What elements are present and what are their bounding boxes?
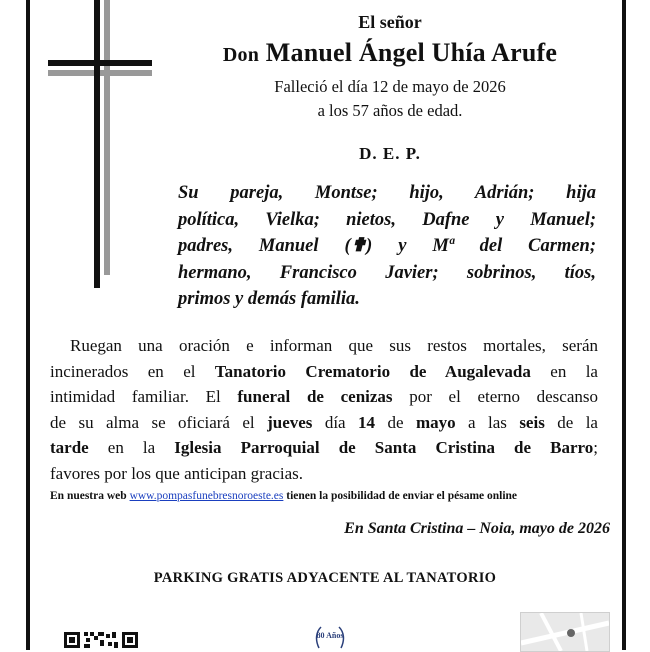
crematorium-name: Tanatorio Crematorio de Augalevada [214,361,531,381]
church-name: Iglesia Parroquial de Santa Cristina de Barro [174,438,594,457]
title-honorific: El señor [358,12,422,32]
family-line: primos y demás familia. [178,289,360,309]
qr-code-icon [64,630,142,650]
deceased-name [170,38,610,68]
location-map [520,612,610,652]
body-line: Ruegan una oración e informan que sus restos mortales, serán [70,336,598,355]
family-line: política, Vielka; nietos, Dafne y Manuel; [178,209,596,230]
funeral-type: funeral de cenizas [237,387,393,406]
badge-label: 80 Años [316,631,344,640]
dep-line: D. E. P. [359,144,421,163]
body-line: incinerados en el Tanatorio Crematorio de Augalevada en la [50,361,598,381]
death-date: Falleció el día 12 de mayo de 2026 [274,77,506,96]
web-condolence-note: En nuestra web www.pompasfunebresnoroeste.es tienen la posibilidad de enviar el pésame online [50,490,518,502]
body-line: de su alma se oficiará el jueves día 14 de mayo a las seis de la [50,412,598,432]
family-line: padres, Manuel (✟) y Mª del Carmen; [178,236,596,256]
body-line: favores por los que anticipan gracias. [50,463,304,483]
place-date: En Santa Cristina – Noia, mayo de 2026 [344,520,610,537]
family-line: Su pareja, Montse; hijo, Adrián; hija [178,183,596,203]
age-line: a los 57 años de edad. [317,101,463,120]
right-border-line [622,0,626,650]
family-list [178,180,596,313]
website-link[interactable]: www.pompasfunebresnoroeste.es [129,490,284,502]
body-line: intimidad familiar. El funeral de cenizas por el eterno descanso [50,387,598,406]
parking-notice: PARKING GRATIS ADYACENTE AL TANATORIO [153,570,497,586]
announcement-body [50,333,598,486]
map-pin-icon [521,613,609,651]
anniversary-badge-icon [313,624,347,650]
body-line: tarde en la Iglesia Parroquial de Santa Cristina de Barro; [50,438,598,457]
left-border-line [26,0,30,650]
deceased-full-name: Manuel Ángel Uhía Arufe [265,38,558,67]
name-prefix: Don [222,44,260,66]
family-line: hermano, Francisco Javier; sobrinos, tíos, [178,262,596,283]
cross-icon [48,0,158,290]
